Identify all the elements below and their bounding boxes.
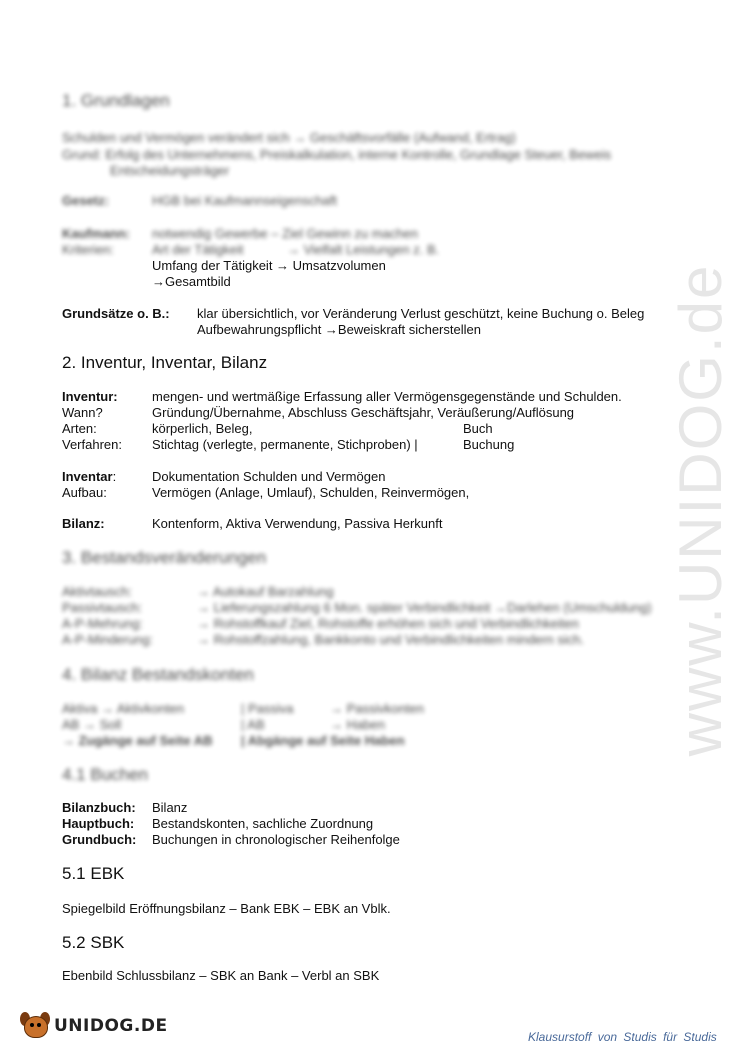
grundsaetze-line-1: klar übersichtlich, vor Veränderung Verlust geschützt, keine Buchung o. Beleg — [197, 306, 645, 321]
grundsaetze-label: Grundsätze o. B.: — [62, 306, 170, 321]
arten-value: körperlich, Beleg, — [152, 421, 253, 436]
gesetz-label: Gesetz: — [62, 193, 109, 208]
sec4-r3a: → Zugänge auf Seite AB — [62, 733, 213, 748]
sec3-row-3-value: → Rohstoffkauf Ziel, Rohstoffe erhöhen sich und Verbindlichkeiten — [197, 616, 579, 631]
sec3-row-1-label: Aktivtausch: — [62, 584, 133, 599]
sec1-line-1: Schulden und Vermögen verändert sich → Geschäftsvorfälle (Aufwand, Ertrag) — [62, 130, 516, 145]
aufbau-label: Aufbau: — [62, 485, 107, 500]
kriterien-b: Umfang der Tätigkeit → Umsatzvolumen — [152, 258, 386, 273]
sec4-r1b: | Passiva — [241, 701, 294, 716]
inventar-value: Dokumentation Schulden und Vermögen — [152, 469, 386, 484]
inventur-value: mengen- und wertmäßige Erfassung aller Vermögensgegenstände und Schulden. — [152, 389, 622, 404]
sec1-line-2: Grund: Erfolg des Unternehmens, Preiskalkulation, interne Kontrolle, Grundlage Steuer, Beweis — [62, 147, 612, 162]
sec3-row-2-label: Passivtausch: — [62, 600, 143, 615]
sec3-row-1-value: → Autokauf Barzahlung — [197, 584, 334, 599]
wann-label: Wann? — [62, 405, 103, 420]
sec1-line-3: Entscheidungsträger — [110, 163, 230, 178]
grundbuch-value: Buchungen in chronologischer Reihenfolge — [152, 832, 400, 847]
inventar-colon: : — [112, 469, 117, 484]
arten-right: Buch — [463, 421, 493, 436]
bilanz-value: Kontenform, Aktiva Verwendung, Passiva Herkunft — [152, 516, 443, 531]
inventar-label: Inventar — [62, 469, 113, 484]
unidog-logo — [20, 1010, 168, 1042]
inventar-row — [62, 469, 116, 485]
sec4-r1a: Aktiva → Aktivkonten — [62, 701, 185, 716]
sec4-r2c: → Haben — [330, 717, 385, 732]
hauptbuch-value: Bestandskonten, sachliche Zuordnung — [152, 816, 374, 831]
section-5-2-title: 5.2 SBK — [62, 933, 125, 952]
sec4-r1c: → Passivkonten — [330, 701, 424, 716]
arten-label: Arten: — [62, 421, 97, 436]
watermark-text: www.UNIDOG.de — [666, 263, 734, 757]
sec3-row-4-value: → Rohstoffzahlung, Bankkonto und Verbindlichkeiten mindern sich. — [197, 632, 585, 647]
verfahren-value: Stichtag (verlegte, permanente, Stichproben) | — [152, 437, 418, 452]
verfahren-right: Buchung — [463, 437, 515, 452]
footer-tagline: Klausurstoff von Studis für Studis — [528, 1030, 717, 1044]
sec4-r2a: AB → Soll — [62, 717, 122, 732]
section-4-1-title: 4.1 Buchen — [62, 765, 149, 784]
grundbuch-label: Grundbuch: — [62, 832, 137, 847]
sec4-r2b: | AB — [241, 717, 265, 732]
sec3-row-4-label: A-P-Minderung: — [62, 632, 154, 647]
section-4-title: 4. Bilanz Bestandskonten — [62, 665, 254, 684]
sec3-row-3-label: A-P-Mehrung: — [62, 616, 143, 631]
kaufmann-label: Kaufmann: — [62, 226, 130, 241]
section-5-1-title: 5.1 EBK — [62, 864, 125, 883]
bilanzbuch-label: Bilanzbuch: — [62, 800, 136, 815]
sec4-r3b: | Abgänge auf Seite Haben — [241, 733, 405, 748]
logo-text: UNIDOG.DE — [54, 1016, 168, 1036]
hauptbuch-label: Hauptbuch: — [62, 816, 135, 831]
section-3-title: 3. Bestandsveränderungen — [62, 548, 267, 567]
grundsaetze-line-2: Aufbewahrungspflicht →Beweiskraft sicherstellen — [197, 322, 481, 337]
kriterien-label: Kriterien: — [62, 242, 115, 257]
gesetz-value: HGB bei Kaufmannseigenschaft — [152, 193, 337, 208]
dog-icon — [20, 1010, 50, 1042]
verfahren-label: Verfahren: — [62, 437, 122, 452]
section-2-title: 2. Inventur, Inventar, Bilanz — [62, 353, 268, 372]
bilanz-label: Bilanz: — [62, 516, 105, 531]
kriterien-a: Art der Tätigkeit — [152, 242, 244, 257]
aufbau-value: Vermögen (Anlage, Umlauf), Schulden, Reinvermögen, — [152, 485, 470, 500]
kriterien-a2: → Vielfalt Leistungen z. B. — [287, 242, 440, 257]
ebk-text: Spiegelbild Eröffnungsbilanz – Bank EBK – EBK an Vblk. — [62, 901, 391, 916]
kaufmann-value: notwendig Gewerbe – Ziel Gewinn zu machen — [152, 226, 418, 241]
kriterien-c: →Gesamtbild — [152, 274, 231, 289]
sbk-text: Ebenbild Schlussbilanz – SBK an Bank – Verbl an SBK — [62, 968, 380, 983]
inventur-label: Inventur: — [62, 389, 118, 404]
bilanzbuch-value: Bilanz — [152, 800, 188, 815]
wann-value: Gründung/Übernahme, Abschluss Geschäftsjahr, Veräußerung/Auflösung — [152, 405, 575, 420]
section-1-title: 1. Grundlagen — [62, 91, 170, 110]
sec3-row-2-value: → Lieferungszahlung 6 Mon. später Verbindlichkeit →Darlehen (Umschuldung) — [197, 600, 652, 615]
